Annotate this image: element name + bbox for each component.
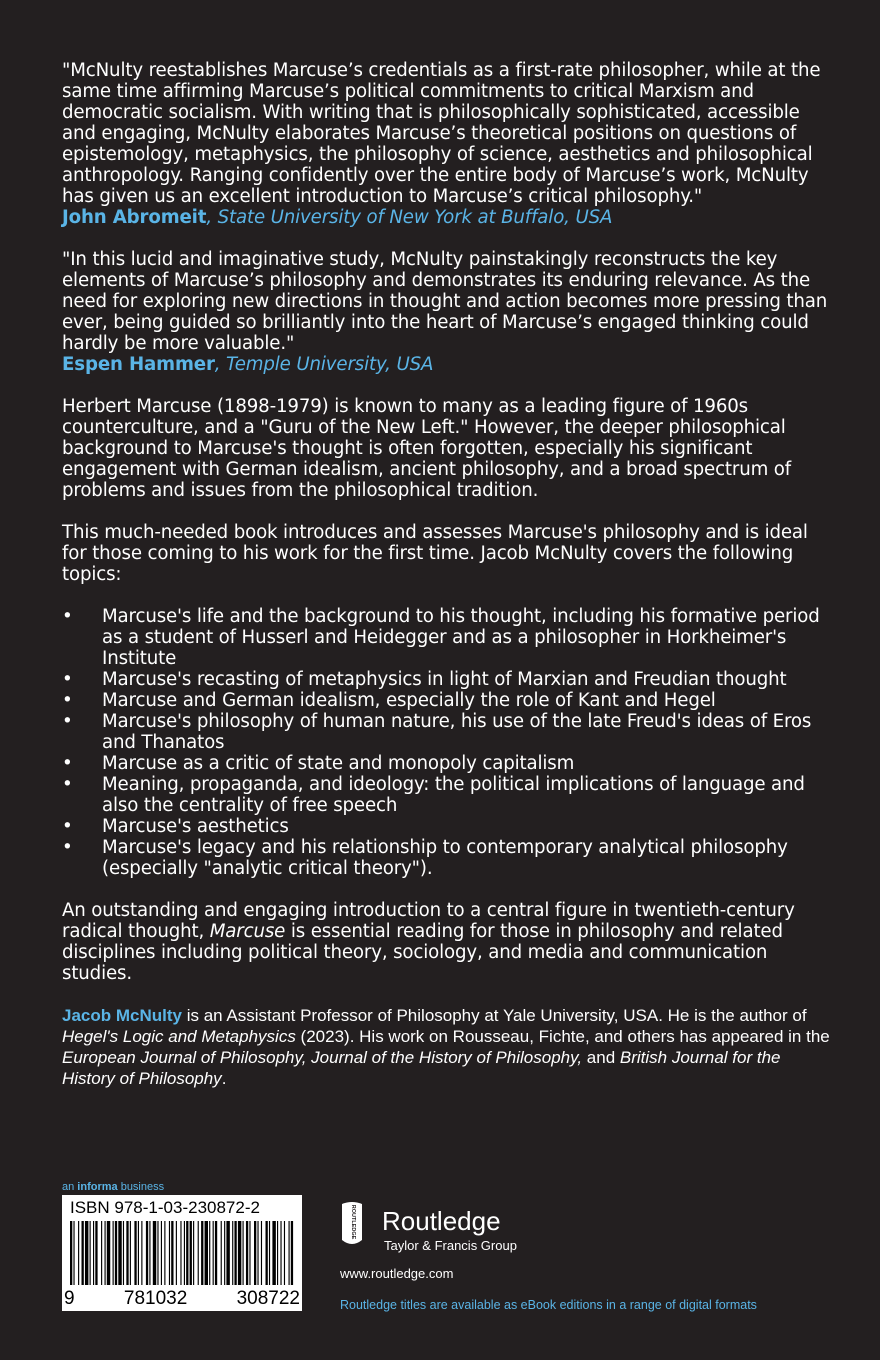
barcode-bar xyxy=(85,1221,88,1285)
barcode-bar xyxy=(224,1221,225,1285)
author-bio xyxy=(62,1005,832,1089)
barcode-bar xyxy=(73,1221,74,1285)
barcode-bar xyxy=(171,1221,173,1285)
barcode-bar xyxy=(198,1221,199,1285)
barcode-bar xyxy=(161,1221,162,1285)
bullet-icon: • xyxy=(62,606,73,627)
topics-intro: This much-needed book introduces and assesses Marcuse's philosophy and is ideal for those coming to his work for the first time. Jacob McNulty covers the following topics: xyxy=(62,522,808,585)
list-item xyxy=(62,753,832,774)
barcode-bar xyxy=(266,1221,268,1285)
barcode-bar xyxy=(164,1221,165,1285)
barcode-bar xyxy=(105,1221,106,1285)
barcode-bar xyxy=(201,1221,203,1285)
barcode-bar xyxy=(232,1221,233,1285)
barcode-bar xyxy=(238,1221,241,1285)
quote-1-attribution xyxy=(62,207,832,228)
bio-journal: British Journal for the History of Philosophy xyxy=(62,1048,781,1088)
list-item xyxy=(62,774,832,816)
informa-wordmark: informa xyxy=(77,1181,118,1193)
publisher-group: Taylor & Francis Group xyxy=(384,1238,517,1253)
barcode-bar xyxy=(130,1221,131,1285)
barcode-bar xyxy=(221,1221,222,1285)
barcode-bar xyxy=(138,1221,139,1285)
barcode-bar xyxy=(70,1221,72,1285)
barcode-digit-group: 781032 xyxy=(123,1288,188,1309)
barcode-digit-group: 9 xyxy=(64,1288,75,1309)
ebook-note: Routledge titles are available as eBook editions in a range of digital formats xyxy=(340,1298,757,1312)
bullet-icon: • xyxy=(62,774,73,795)
bio-text: and xyxy=(582,1048,620,1067)
barcode-bar xyxy=(280,1221,281,1285)
quote-1-affiliation: , State University of New York at Buffalo, USA xyxy=(206,207,613,228)
barcode-bar xyxy=(205,1221,208,1285)
topic-text: Marcuse as a critic of state and monopoly capitalism xyxy=(102,753,575,774)
barcode-bar xyxy=(289,1221,290,1285)
bio-text: . xyxy=(221,1069,227,1088)
barcode-bar xyxy=(186,1221,188,1285)
barcode-bar xyxy=(141,1221,142,1285)
quote-2: "In this lucid and imaginative study, McNulty painstakingly reconstructs the key elements of Marcuse’s philosophy and demonstrates its enduring relevance. As the need for exploring new directions in thought and action becomes more pressing than ever, being guided so brilliantly into the heart of Marcuse’s engaged thinking could hardly be more valuable." xyxy=(62,249,828,354)
bio-author-name: Jacob McNulty xyxy=(62,1006,182,1025)
barcode-bar xyxy=(176,1221,177,1285)
barcode-bar xyxy=(118,1221,121,1285)
barcode-bar xyxy=(213,1221,214,1285)
barcode-bar xyxy=(126,1221,128,1285)
svg-text:ROUTLEDGE: ROUTLEDGE xyxy=(350,1204,356,1240)
intro-paragraph: Herbert Marcuse (1898-1979) is known to many as a leading figure of 1960s counterculture, and a "Guru of the New Left." However, the deeper philosophical background to Marcuse's thought is often forgotten, especially his significant engagement with German idealism, ancient philosophy, and a broad spectrum of problems and issues from the philosophical tradition. xyxy=(62,396,792,501)
barcode-bar xyxy=(90,1221,91,1285)
barcode-bar xyxy=(101,1221,102,1285)
quote-2-affiliation: , Temple University, USA xyxy=(214,354,434,375)
publisher-url: www.routledge.com xyxy=(340,1266,454,1281)
closing-text-end: is essential reading for those in philosophy and related disciplines including political theory, sociology, and media and communication studies. xyxy=(62,921,783,984)
barcode-bars xyxy=(70,1221,294,1285)
topic-text: Marcuse's life and the background to his thought, including his formative period as a student of Husserl and Heidegger and as a philosopher in Horkheimer's Institute xyxy=(102,606,820,669)
publisher-name: Routledge xyxy=(382,1206,501,1236)
barcode-bar xyxy=(115,1221,117,1285)
informa-business-label: an informa business xyxy=(62,1181,165,1193)
barcode-bar xyxy=(277,1221,278,1285)
barcode-bar xyxy=(190,1221,192,1285)
quote-2-author: Espen Hammer xyxy=(62,354,215,375)
bullet-icon: • xyxy=(62,753,73,774)
list-item xyxy=(62,711,832,753)
barcode-bar xyxy=(257,1221,258,1285)
barcode-bar xyxy=(157,1221,158,1285)
topics-list xyxy=(62,606,832,879)
quote-1: "McNulty reestablishes Marcuse’s credentials as a first-rate philosopher, while at the same time affirming Marcuse’s political commitments to critical Marxism and democratic socialism. With writing that is philosophically sophisticated, accessible and engaging, McNulty elaborates Marcuse’s theoretical positions on questions of epistemology, metaphysics, the philosophy of science, aesthetics and philosophical anthropology. Ranging confidently over the entire body of Marcuse’s work, McNulty has given us an excellent introduction to Marcuse’s critical philosophy." xyxy=(62,60,821,207)
barcode-bar xyxy=(249,1221,250,1285)
isbn-barcode xyxy=(62,1195,302,1311)
barcode-bar xyxy=(134,1221,136,1285)
topic-text: Marcuse's recasting of metaphysics in light of Marxian and Freudian thought xyxy=(102,669,787,690)
closing-book-title: Marcuse xyxy=(209,921,286,942)
barcode-digit-group: 308722 xyxy=(236,1288,300,1309)
list-item xyxy=(62,690,832,711)
barcode-bar xyxy=(184,1221,185,1285)
list-item xyxy=(62,669,832,690)
bullet-icon: • xyxy=(62,690,73,711)
topic-text: Marcuse's philosophy of human nature, his use of the late Freud's ideas of Eros and Thanatos xyxy=(102,711,812,753)
barcode-bar xyxy=(261,1221,262,1285)
barcode-bar xyxy=(153,1221,156,1285)
barcode-bar xyxy=(123,1221,124,1285)
back-cover-text xyxy=(62,60,832,1089)
list-item xyxy=(62,606,832,669)
quote-1-author: John Abromeit xyxy=(62,207,207,228)
barcode-bar xyxy=(209,1221,210,1285)
barcode-bar xyxy=(146,1221,148,1285)
barcode-bar xyxy=(246,1221,248,1285)
barcode-bar xyxy=(95,1221,97,1285)
bio-book-title: Hegel's Logic and Metaphysics xyxy=(62,1027,296,1046)
barcode-bar xyxy=(93,1221,94,1285)
barcode-digits xyxy=(64,1288,300,1310)
routledge-logo-icon xyxy=(340,1200,364,1256)
barcode-bar xyxy=(269,1221,270,1285)
barcode-bar xyxy=(113,1221,114,1285)
barcode-bar xyxy=(82,1221,84,1285)
barcode-bar xyxy=(78,1221,79,1285)
barcode-bar xyxy=(107,1221,110,1285)
topic-text: Meaning, propaganda, and ideology: the political implications of language and also the centrality of free speech xyxy=(102,774,805,816)
isbn-number: ISBN 978-1-03-230872-2 xyxy=(70,1198,260,1217)
closing-paragraph xyxy=(62,900,832,984)
bullet-icon: • xyxy=(62,837,73,858)
bio-text: (2023). His work on Rousseau, Fichte, and others has appeared in the xyxy=(295,1027,830,1046)
list-item xyxy=(62,837,832,879)
quote-2-attribution xyxy=(62,354,832,375)
bio-journals: European Journal of Philosophy, Journal of the History of Philosophy, xyxy=(62,1048,583,1067)
bullet-icon: • xyxy=(62,711,73,732)
topic-text: Marcuse's legacy and his relationship to contemporary analytical philosophy (especially "analytic critical theory"). xyxy=(102,837,788,879)
barcode-bar xyxy=(180,1221,181,1285)
barcode-bar xyxy=(169,1221,170,1285)
barcode-bar xyxy=(284,1221,285,1285)
barcode-bar xyxy=(149,1221,150,1285)
barcode-bar xyxy=(272,1221,275,1285)
barcode-bar xyxy=(226,1221,229,1285)
bullet-icon: • xyxy=(62,816,73,837)
topic-text: Marcuse and German idealism, especially the role of Kant and Hegel xyxy=(102,690,716,711)
barcode-bar xyxy=(254,1221,256,1285)
barcode-bar xyxy=(234,1221,236,1285)
barcode-bar xyxy=(243,1221,244,1285)
bullet-icon: • xyxy=(62,669,73,690)
list-item xyxy=(62,816,832,837)
topic-text: Marcuse's aesthetics xyxy=(102,816,289,837)
barcode-bar xyxy=(193,1221,194,1285)
bio-text: is an Assistant Professor of Philosophy at Yale University, USA. He is the author of xyxy=(181,1006,807,1025)
closing-text: An outstanding and engaging introduction to a central figure in twentieth-century radical thought, xyxy=(62,900,795,942)
barcode-bar xyxy=(215,1221,217,1285)
barcode-bar xyxy=(291,1221,293,1285)
